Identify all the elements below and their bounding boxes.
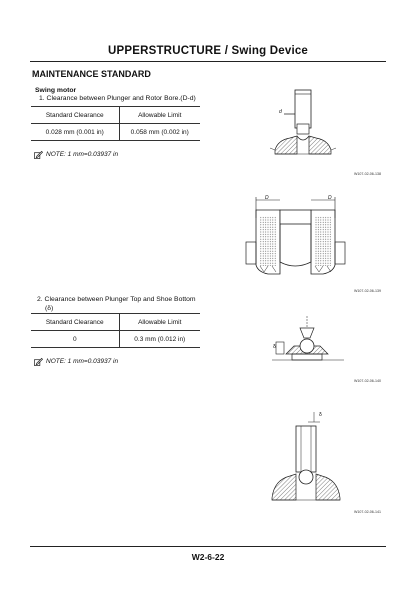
figure-3-code: W107-02-06-140 xyxy=(354,379,381,383)
figure-2-label-d-right: D xyxy=(328,195,332,201)
table-header-standard: Standard Clearance xyxy=(31,107,119,124)
spec-table-1 xyxy=(31,106,200,141)
section-title: MAINTENANCE STANDARD xyxy=(32,69,151,79)
footer-rule xyxy=(30,546,386,547)
pencil-note-icon xyxy=(34,150,43,159)
table-row xyxy=(31,124,200,141)
figure-4-code: W107-02-06-141 xyxy=(354,510,381,514)
header-rule xyxy=(30,61,386,62)
table-header-allowable: Allowable Limit xyxy=(119,314,200,331)
figure-1-code: W107-02-06-138 xyxy=(354,172,381,176)
table-cell-standard: 0.028 mm (0.001 in) xyxy=(31,124,119,141)
table-header-row xyxy=(31,107,200,124)
spec-table-2 xyxy=(31,313,200,348)
table-header-allowable: Allowable Limit xyxy=(119,107,200,124)
note-2 xyxy=(34,357,118,366)
figure-plunger-rotor-bore xyxy=(270,88,350,163)
table-cell-allowable: 0.058 mm (0.002 in) xyxy=(119,124,200,141)
figure-3-label-delta: δ xyxy=(273,344,276,350)
table-header-standard: Standard Clearance xyxy=(31,314,119,331)
note-1 xyxy=(34,150,118,159)
figure-2-label-d-left: D xyxy=(265,195,269,201)
figure-rotor-bore-section xyxy=(238,190,358,285)
figure-2-code: W107-02-06-139 xyxy=(354,289,381,293)
note-2-text: NOTE: 1 mm=0.03937 in xyxy=(46,358,119,365)
figure-plunger-top-clearance xyxy=(268,410,348,505)
item-2-text-line1: 2. Clearance between Plunger Top and Shoe Bottom xyxy=(37,296,196,303)
table-cell-allowable: 0.3 mm (0.012 in) xyxy=(119,331,200,348)
figure-plunger-shoe xyxy=(270,316,350,374)
figure-1-label-d: d xyxy=(279,109,282,115)
pencil-note-icon xyxy=(34,357,43,366)
page-title: UPPERSTRUCTURE / Swing Device xyxy=(107,45,309,57)
table-row xyxy=(31,331,200,348)
figure-4-label-delta: δ xyxy=(319,412,322,418)
table-cell-standard: 0 xyxy=(31,331,119,348)
page-number: W2-6-22 xyxy=(191,552,225,562)
note-1-text: NOTE: 1 mm=0.03937 in xyxy=(46,151,119,158)
swing-motor-heading: Swing motor xyxy=(35,87,77,94)
table-header-row xyxy=(31,314,200,331)
item-1-text: 1. Clearance between Plunger and Rotor Bore.(D-d) xyxy=(39,95,196,102)
item-2-text-line2: (δ) xyxy=(45,305,54,312)
